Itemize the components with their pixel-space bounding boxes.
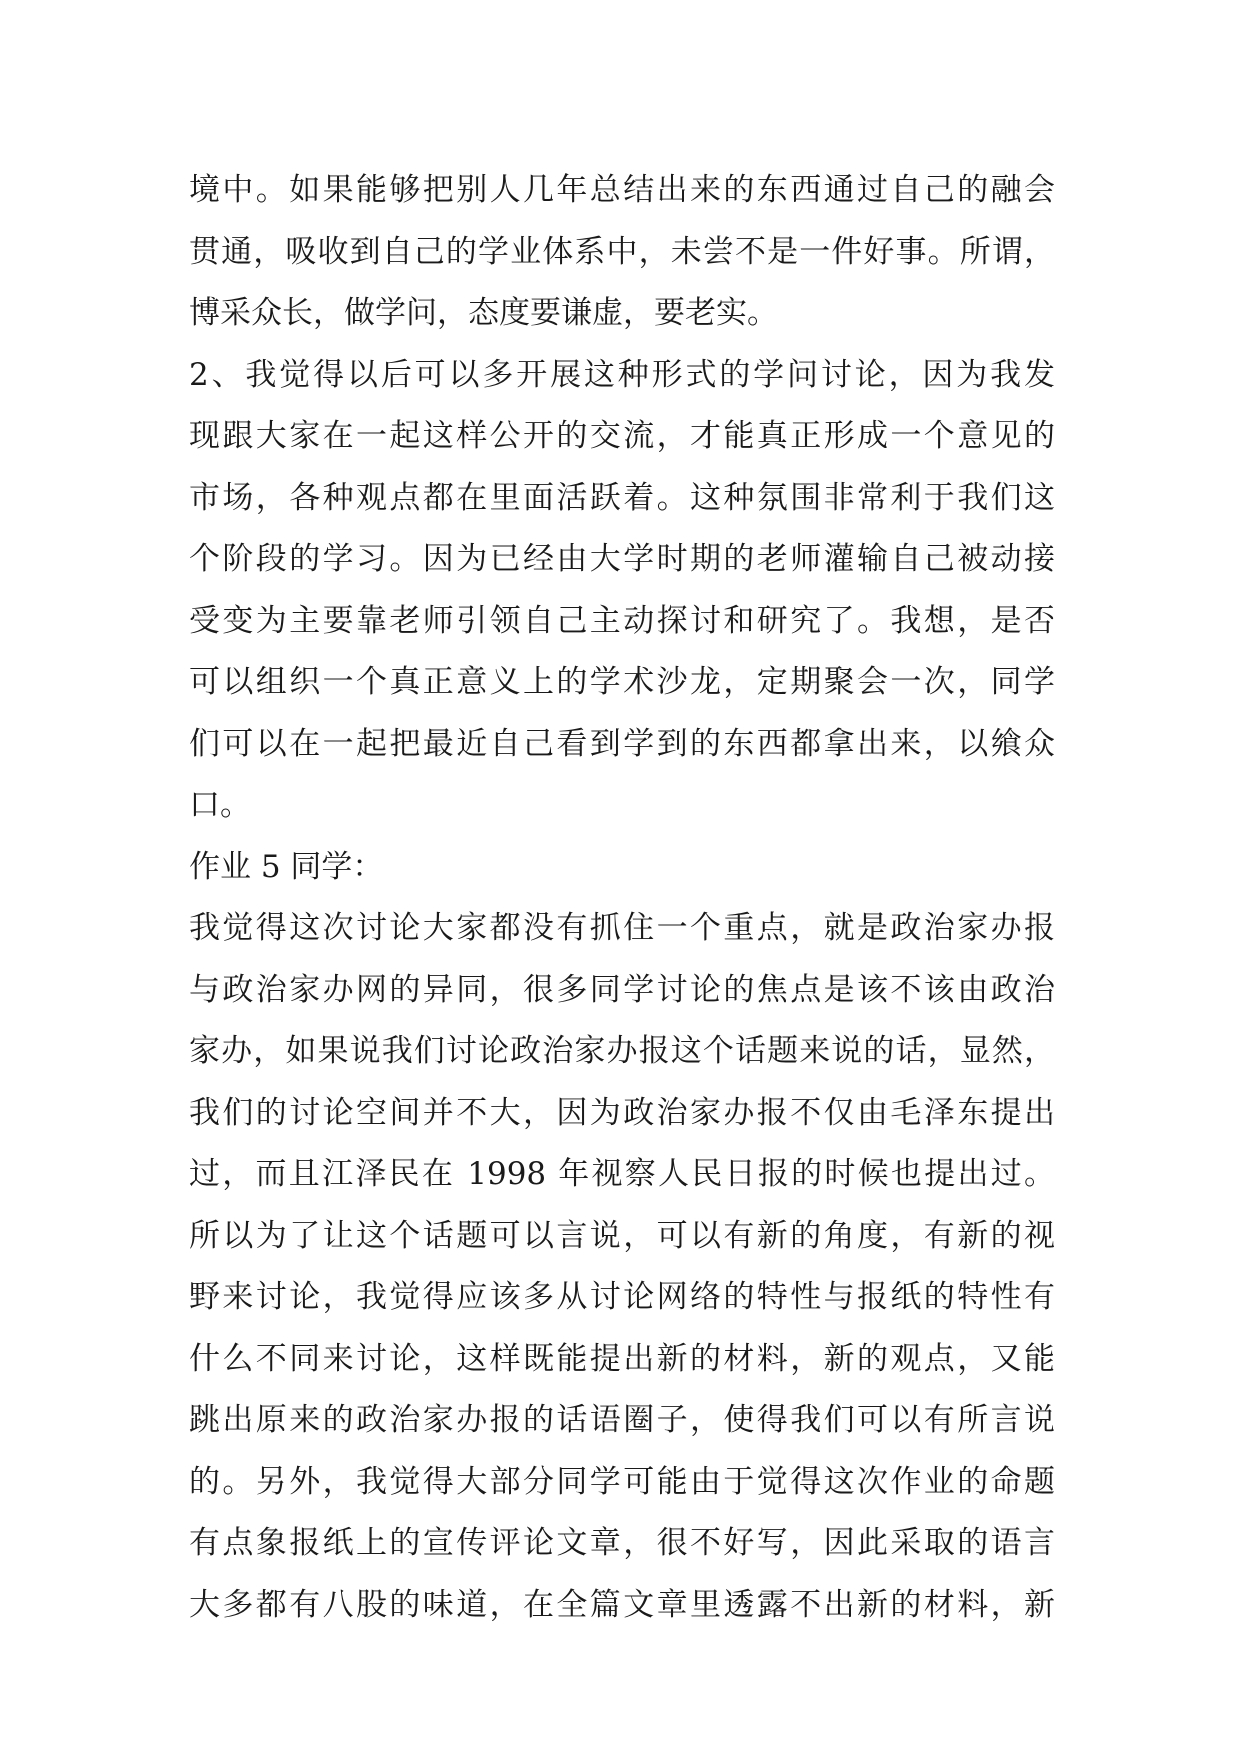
text-line: 博采众长，做学问，态度要谦虚，要老实。	[189, 295, 778, 331]
text-line: 个阶段的学习。因为已经由大学时期的老师灌输自己被动接	[189, 541, 1055, 577]
text-line: 我们的讨论空间并不大，因为政治家办报不仅由毛泽东提出	[189, 1094, 1055, 1131]
text-line: 与政治家办网的异同，很多同学讨论的焦点是该不该由政治	[189, 971, 1055, 1008]
text-line: 市场，各种观点都在里面活跃着。这种氛围非常利于我们这	[189, 479, 1055, 516]
text-line: 家办，如果说我们讨论政治家办报这个话题来说的话，显然，	[189, 1033, 1055, 1069]
text-line: 们可以在一起把最近自己看到学到的东西都拿出来，以飨众	[189, 725, 1055, 762]
document-body	[189, 160, 1055, 1636]
text-line: 受变为主要靠老师引领自己主动探讨和研究了。我想，是否	[189, 602, 1055, 639]
text-line: 过，而且江泽民在 1998 年视察人民日报的时候也提出过。	[189, 1156, 1055, 1192]
text-line: 现跟大家在一起这样公开的交流，才能真正形成一个意见的	[189, 418, 1055, 454]
text-line: 什么不同来讨论，这样既能提出新的材料，新的观点，又能	[189, 1340, 1055, 1377]
text-line: 我觉得这次讨论大家都没有抓住一个重点，就是政治家办报	[189, 910, 1055, 946]
text-line: 跳出原来的政治家办报的话语圈子，使得我们可以有所言说	[189, 1402, 1055, 1438]
text-line: 贯通，吸收到自己的学业体系中，未尝不是一件好事。所谓，	[189, 233, 1055, 270]
text-line: 大多都有八股的味道，在全篇文章里透露不出新的材料，新	[189, 1586, 1055, 1623]
text-line: 的。另外，我觉得大部分同学可能由于觉得这次作业的命题	[189, 1463, 1055, 1500]
text-line: 境中。如果能够把别人几年总结出来的东西通过自己的融会	[189, 172, 1055, 208]
text-line: 2、我觉得以后可以多开展这种形式的学问讨论，因为我发	[189, 356, 1055, 393]
text-line: 所以为了让这个话题可以言说，可以有新的角度，有新的视	[189, 1217, 1055, 1254]
text-line: 可以组织一个真正意义上的学术沙龙，定期聚会一次，同学	[189, 664, 1055, 700]
section-heading: 作业 5 同学：	[189, 848, 384, 885]
text-line: 口。	[189, 787, 251, 823]
text-line: 有点象报纸上的宣传评论文章，很不好写，因此采取的语言	[189, 1525, 1055, 1561]
text-line: 野来讨论，我觉得应该多从讨论网络的特性与报纸的特性有	[189, 1279, 1055, 1315]
